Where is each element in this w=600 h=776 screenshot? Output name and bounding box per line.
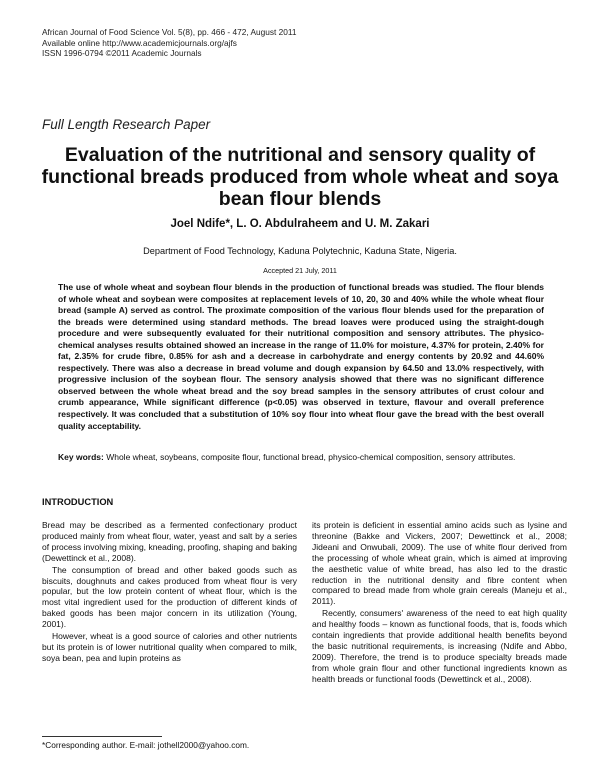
paragraph: The consumption of bread and other baked goods such as biscuits, doughnuts and cakes produced from wheat flour is very popular, but the low protein content of wheat flour, which is the most vital ingredient used for the production of different kinds of baked goods has been major concern in its utilization (Young, 2001).	[42, 564, 297, 630]
left-column	[42, 520, 297, 665]
paragraph: Bread may be described as a fermented confectionary product produced mainly from wheat flour, water, yeast and salt by a series of process involving mixing, kneading, proofing, shaping and baking (Dewettinck et al., 2008).	[42, 520, 297, 563]
keywords-label: Key words:	[58, 452, 104, 462]
journal-url: Available online http://www.academicjournals.org/ajfs	[42, 37, 237, 48]
paragraph: However, wheat is a good source of calories and other nutrients but its protein is of lower nutritional quality when compared to milk, soya bean, pea and lupin proteins as	[42, 631, 297, 663]
abstract: The use of whole wheat and soybean flour blends in the production of functional breads was studied. The flour blends of whole wheat and soybean were composites at replacement levels of 10, 20, 30 and 40% while the whole wheat flour bread (sample A) served as control. The proximate composition of the various flour blends used for the preparation of the breads were determined using standard methods. The bread loaves were produced using the straight-dough procedure and were subsequently evaluated for their nutritional composition and sensory attributes. The physico-chemical analyses results obtained showed an increase in the range of 11.0% for moisture, 4.37% for protein, 2.40% for fat, 2.35% for crude fibre, 0.85% for ash and a decrease in carbohydrate and energy contents by 20.92 and 44.60% respectively. There was also a decrease in bread volume and dough expansion by 64.50 and 13.0% respectively, with progressive inclusion of the soybean flour. The sensory analysis showed that there was no significant difference observed between the whole wheat bread and the soy bread samples in the sensory attributes of crust colour and crumb appearance, While significant difference (p<0.05) was observed in texture, flavour and overall preference respectively. It was concluded that a substitution of 10% soy flour into wheat flour gave the bread with the best overall quality acceptability.	[58, 282, 544, 431]
affiliation: Department of Food Technology, Kaduna Polytechnic, Kaduna State, Nigeria.	[143, 246, 457, 256]
paper-title: Evaluation of the nutritional and sensory quality of functional breads produced from whole wheat and soya bean flour blends	[41, 144, 559, 210]
journal-header	[42, 27, 296, 59]
keywords-text: Whole wheat, soybeans, composite flour, functional bread, physico-chemical composition, sensory attributes.	[106, 452, 516, 462]
section-heading-introduction: INTRODUCTION	[42, 497, 114, 507]
journal-citation: African Journal of Food Science Vol. 5(8), pp. 466 - 472, August 2011	[42, 27, 297, 37]
right-column	[312, 520, 567, 686]
paragraph: Recently, consumers' awareness of the need to eat high quality and healthy foods – known as functional foods, that is, foods which contain ingredients that provide additional health benefits beyond the basic nutritional requirements, is increasing (Ndife and Abbo, 2009). Therefore, the trend is to produce specialty breads made from whole grain flour and other functional ingredients known as health breads or functional foods (Dewettinck et al., 2008).	[312, 608, 567, 684]
paragraph: its protein is deficient in essential amino acids such as lysine and threonine (Bakke and Vickers, 2007; Dewettinck et al., 2008; Jideani and Onwubali, 2009). The use of white flour derived from the processing of whole wheat grain, which is aimed at improving the aesthetic value of white bread, has also led to the drastic reduction in the nutritional density and fibre content when compared to bread made from whole grain cereals (Maneju et al., 2011).	[312, 520, 567, 607]
keywords	[58, 452, 544, 463]
footnote: *Corresponding author. E-mail: jothell2000@yahoo.com.	[42, 740, 250, 750]
paper-type: Full Length Research Paper	[42, 117, 211, 132]
authors: Joel Ndife*, L. O. Abdulraheem and U. M. Zakari	[170, 218, 430, 230]
footnote-divider	[42, 736, 162, 737]
journal-issn: ISSN 1996-0794 ©2011 Academic Journals	[42, 48, 202, 59]
accepted-date: Accepted 21 July, 2011	[263, 266, 337, 275]
